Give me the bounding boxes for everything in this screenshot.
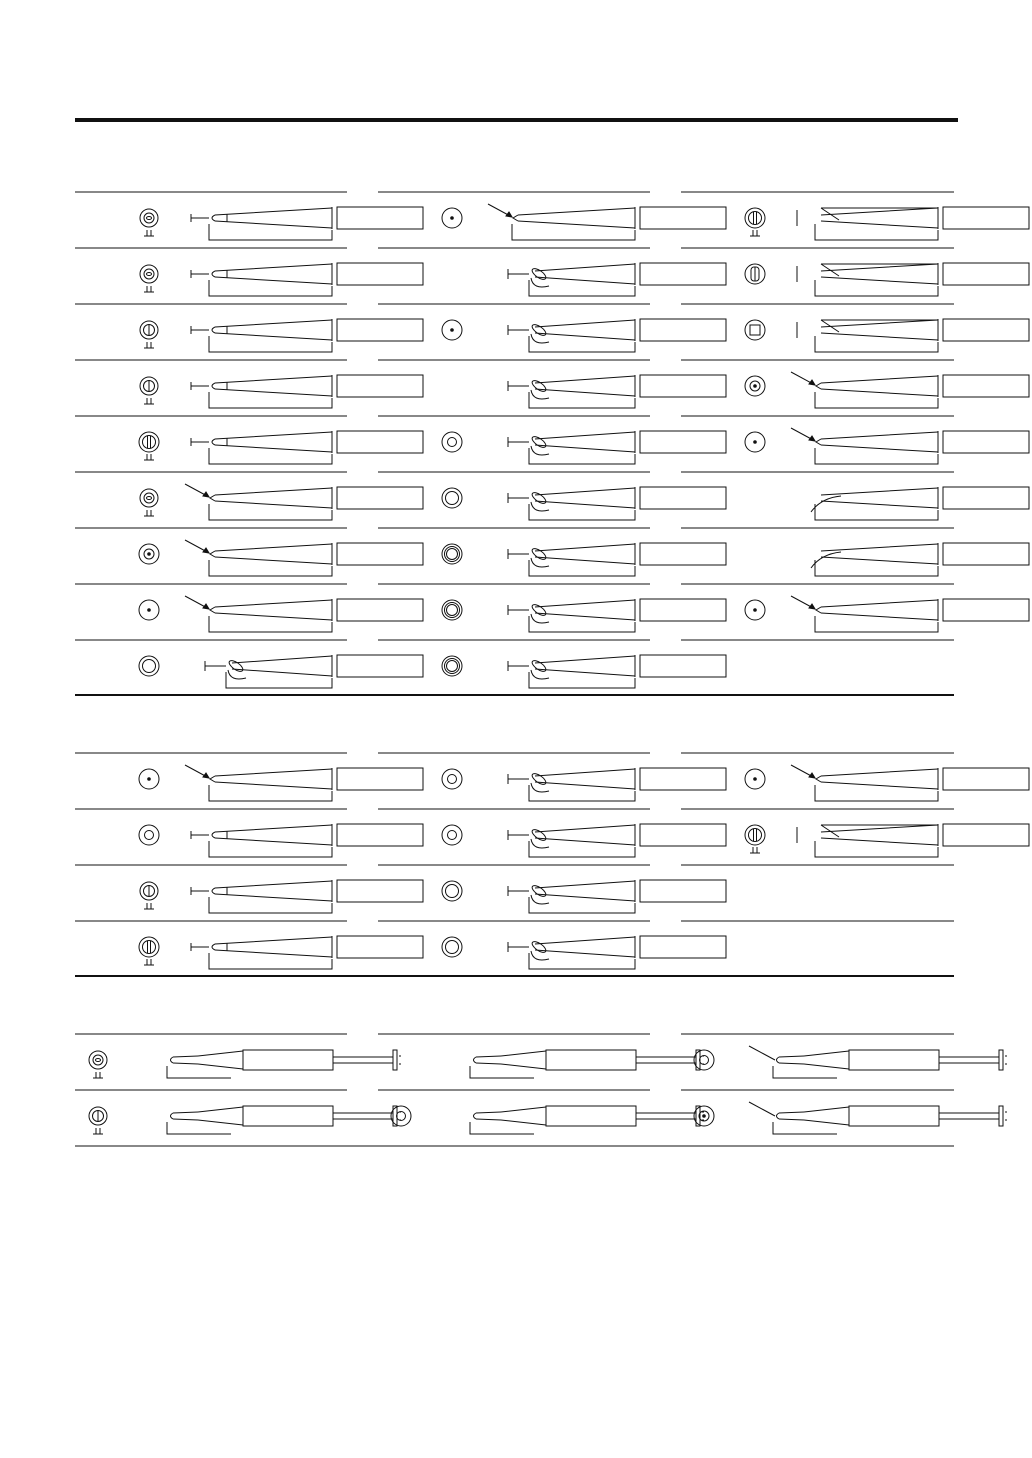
top-rule bbox=[75, 118, 958, 122]
